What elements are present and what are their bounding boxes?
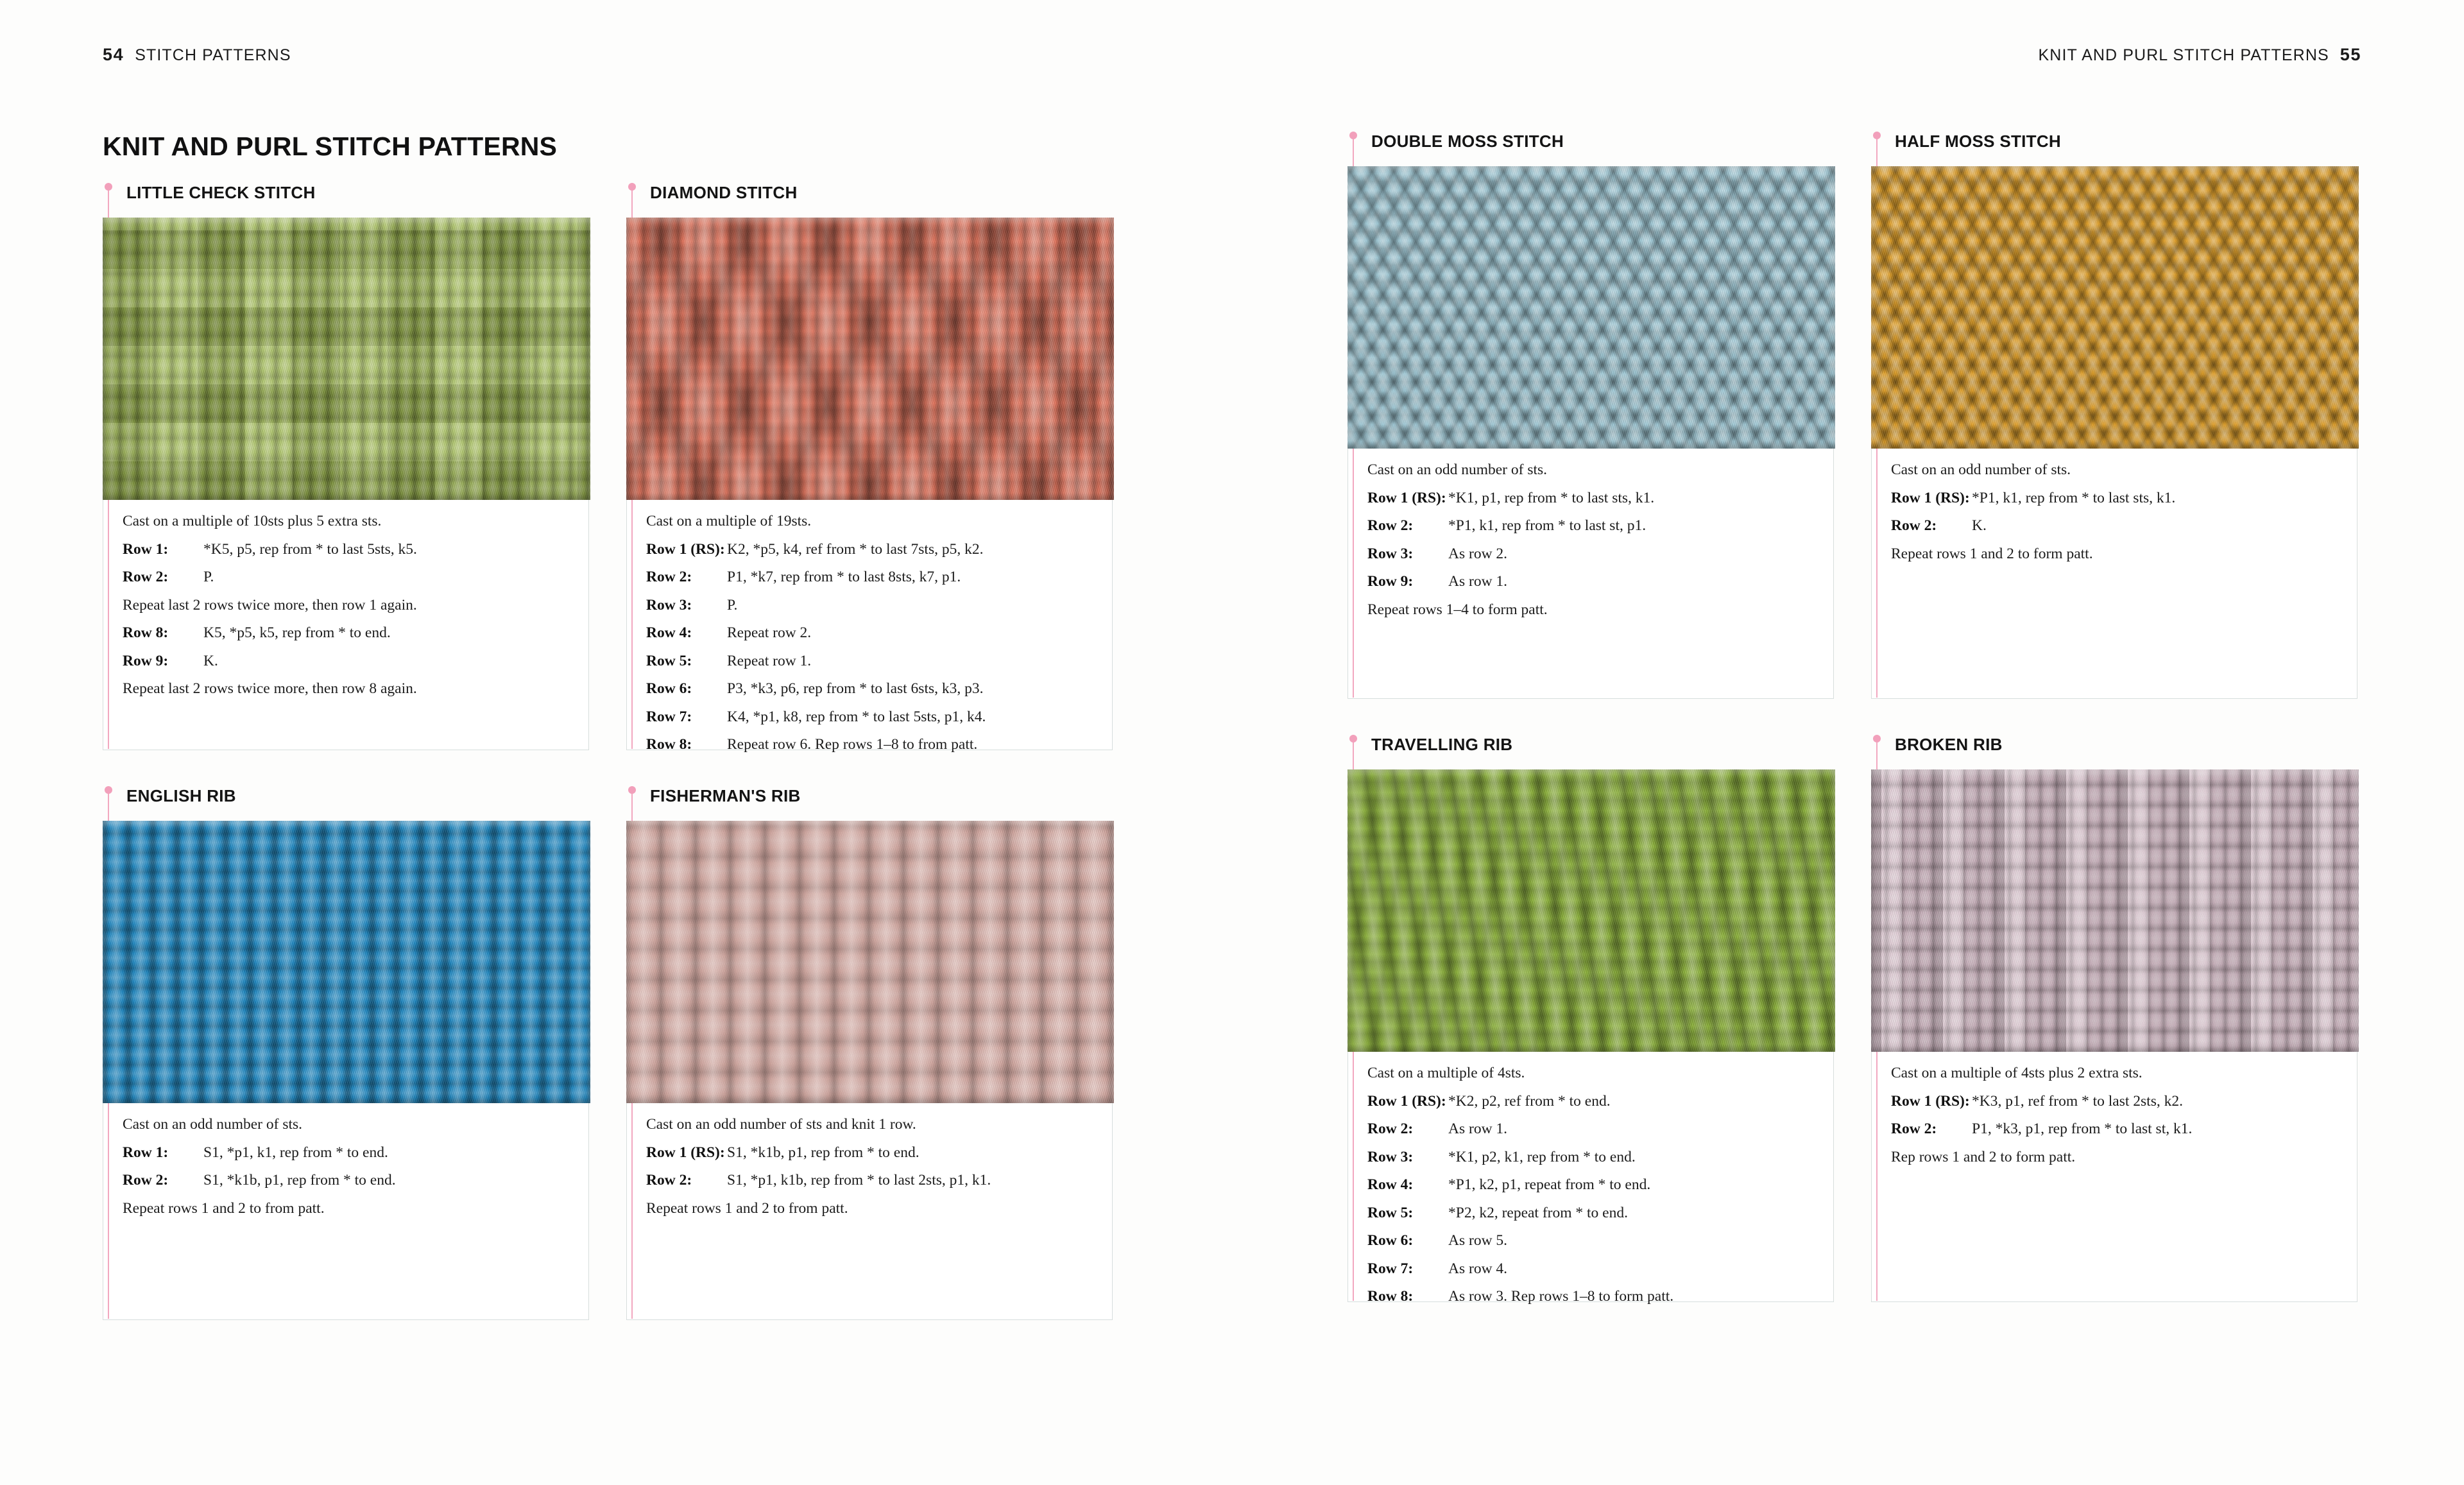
swatch-image (1871, 166, 2359, 449)
instruction-row (1367, 519, 1814, 534)
knit-texture (1871, 166, 2359, 449)
row-label: Row 4: (1367, 1176, 1414, 1193)
page-right (1232, 0, 2464, 1485)
instructions-box (1348, 1052, 1834, 1305)
row-text: S1, *p1, k1b, rep from * to last 2sts, p1, k1. (727, 1172, 991, 1189)
instruction-row (646, 626, 1093, 641)
pattern-card-half-moss-stitch (1871, 132, 2359, 699)
row-label: Row 2: (646, 569, 692, 585)
running-head-right (2039, 45, 2361, 65)
row-text: K5, *p5, k5, rep from * to end. (203, 624, 391, 641)
instruction-row (1367, 574, 1814, 590)
knit-texture (103, 821, 590, 1103)
knit-texture (1871, 769, 2359, 1052)
row-label: Row 1 (RS): (1367, 489, 1446, 506)
row-text: *P1, k1, rep from * to last sts, k1. (1972, 489, 2176, 506)
row-text: *P1, k2, p1, repeat from * to end. (1448, 1176, 1651, 1193)
swatch-image (1871, 769, 2359, 1052)
pattern-card-fishermans-rib (626, 786, 1114, 1320)
knit-texture (103, 218, 590, 500)
row-text: As row 3. Rep rows 1–8 to form patt. (1448, 1288, 1674, 1305)
running-head-left (103, 45, 291, 65)
instruction-note: Repeat last 2 rows twice more, then row 1 again. (123, 596, 417, 614)
row-text: P. (727, 596, 738, 614)
pattern-card-double-moss-stitch (1348, 132, 1835, 699)
card-header (1348, 735, 1835, 764)
row-text: Repeat row 1. (727, 652, 812, 669)
row-text: K. (1972, 517, 1987, 534)
instruction-row (646, 654, 1093, 669)
card-header (1871, 735, 2359, 764)
cast-on-text: Cast on a multiple of 19sts. (646, 513, 812, 529)
row-text: As row 5. (1448, 1232, 1508, 1249)
row-label: Row 1 (RS): (1891, 1092, 1970, 1110)
instruction-row (123, 542, 569, 558)
pattern-title: BROKEN RIB (1895, 735, 2003, 754)
cast-on-text: Cast on a multiple of 4sts plus 2 extra sts. (1891, 1065, 2143, 1081)
pattern-title: ENGLISH RIB (126, 786, 236, 805)
instruction-note: Repeat rows 1 and 2 to from patt. (646, 1199, 848, 1217)
folio-left: 54 (103, 45, 124, 64)
instructions-box (1871, 449, 2357, 699)
cast-on-text: Cast on an odd number of sts and knit 1 row. (646, 1116, 916, 1133)
section-title: KNIT AND PURL STITCH PATTERNS (103, 132, 558, 161)
instruction-row (1891, 519, 2338, 534)
swatch-image (626, 821, 1114, 1103)
card-header (1348, 132, 1835, 161)
instruction-note: Repeat rows 1 and 2 to from patt. (123, 1199, 325, 1217)
pattern-grid-left (103, 183, 1114, 1320)
row-label: Row 2: (1367, 517, 1414, 534)
row-label: Row 1 (RS): (646, 1144, 725, 1161)
card-header (626, 786, 1114, 816)
cast-on-text: Cast on an odd number of sts. (123, 1116, 303, 1133)
instruction-row (646, 1173, 1093, 1189)
instruction-note: Repeat rows 1 and 2 to form patt. (1891, 545, 2093, 562)
row-text: As row 2. (1448, 545, 1508, 562)
row-label: Row 9: (1367, 573, 1414, 590)
pattern-title: DIAMOND STITCH (650, 183, 798, 202)
pattern-title: LITTLE CHECK STITCH (126, 183, 316, 202)
row-label: Row 6: (646, 680, 692, 697)
row-text: *P1, k1, rep from * to last st, p1. (1448, 517, 1647, 534)
row-text: S1, *k1b, p1, rep from * to end. (727, 1144, 920, 1161)
swatch-image (1348, 166, 1835, 449)
instruction-row (646, 1146, 1093, 1161)
row-label: Row 1 (RS): (1367, 1092, 1446, 1110)
instruction-row (1367, 1289, 1814, 1305)
pattern-card-broken-rib (1871, 735, 2359, 1302)
cast-on-text: Cast on a multiple of 4sts. (1367, 1065, 1525, 1081)
row-text: *K1, p2, k1, rep from * to end. (1448, 1148, 1636, 1165)
row-label: Row 1: (123, 1144, 169, 1161)
pattern-title: FISHERMAN'S RIB (650, 786, 801, 805)
row-label: Row 3: (1367, 545, 1414, 562)
row-text: Repeat row 6. Rep rows 1–8 to from patt. (727, 736, 978, 753)
row-text: K4, *p1, k8, rep from * to last 5sts, p1, k4. (727, 708, 986, 725)
instruction-note: Rep rows 1 and 2 to form patt. (1891, 1148, 2076, 1165)
folio-right: 55 (2340, 45, 2361, 64)
instruction-row (1367, 547, 1814, 562)
row-text: As row 1. (1448, 1120, 1508, 1137)
row-label: Row 2: (1891, 517, 1937, 534)
row-text: *K3, p1, ref from * to last 2sts, k2. (1972, 1092, 2183, 1110)
instruction-row (123, 626, 569, 641)
instruction-row (646, 598, 1093, 614)
instruction-row (1367, 1178, 1814, 1193)
instructions-box (626, 1103, 1113, 1320)
row-text: S1, *k1b, p1, rep from * to end. (203, 1172, 396, 1189)
swatch-image (1348, 769, 1835, 1052)
cast-on-text: Cast on a multiple of 10sts plus 5 extra sts. (123, 513, 382, 529)
row-text: *K2, p2, ref from * to end. (1448, 1092, 1611, 1110)
instruction-row (123, 570, 569, 585)
row-text: P1, *k7, rep from * to last 8sts, k7, p1. (727, 569, 961, 585)
running-head-left-label: STITCH PATTERNS (135, 46, 291, 64)
pattern-card-diamond-stitch (626, 183, 1114, 753)
row-label: Row 5: (646, 652, 692, 669)
card-header (103, 183, 590, 212)
instructions-box (626, 500, 1113, 753)
instructions-box (103, 500, 589, 750)
row-text: P3, *k3, p6, rep from * to last 6sts, k3, p3. (727, 680, 984, 697)
knit-texture (626, 821, 1114, 1103)
instruction-row (1367, 1122, 1814, 1137)
row-label: Row 3: (1367, 1148, 1414, 1165)
swatch-image (626, 218, 1114, 500)
swatch-image (103, 821, 590, 1103)
row-label: Row 9: (123, 652, 169, 669)
knit-texture (1348, 166, 1835, 449)
pattern-grid-right (1348, 132, 2359, 1305)
row-text: *P2, k2, repeat from * to end. (1448, 1204, 1628, 1221)
instruction-row (1367, 1150, 1814, 1165)
pattern-title: DOUBLE MOSS STITCH (1371, 132, 1564, 151)
row-label: Row 2: (1367, 1120, 1414, 1137)
row-label: Row 2: (123, 1172, 169, 1189)
row-label: Row 8: (123, 624, 169, 641)
instruction-note: Repeat last 2 rows twice more, then row 8 again. (123, 680, 417, 697)
row-label: Row 8: (1367, 1288, 1414, 1305)
row-text: As row 1. (1448, 573, 1508, 590)
row-label: Row 2: (1891, 1120, 1937, 1137)
swatch-image (103, 218, 590, 500)
instruction-row (1367, 1206, 1814, 1221)
row-label: Row 1 (RS): (646, 540, 725, 558)
row-label: Row 3: (646, 596, 692, 614)
row-text: K. (203, 652, 218, 669)
row-label: Row 6: (1367, 1232, 1414, 1249)
instruction-row (1891, 1094, 2338, 1110)
instructions-box (103, 1103, 589, 1320)
instruction-row (646, 710, 1093, 725)
instruction-row (1367, 1094, 1814, 1110)
pattern-card-english-rib (103, 786, 590, 1320)
pattern-title: HALF MOSS STITCH (1895, 132, 2062, 151)
pattern-title: TRAVELLING RIB (1371, 735, 1513, 754)
cast-on-text: Cast on an odd number of sts. (1367, 461, 1548, 478)
row-text: P1, *k3, p1, rep from * to last st, k1. (1972, 1120, 2193, 1137)
instruction-row (646, 570, 1093, 585)
row-text: *K5, p5, rep from * to last 5sts, k5. (203, 540, 417, 558)
instruction-row (1367, 1233, 1814, 1249)
card-header (103, 786, 590, 816)
row-text: K2, *p5, k4, ref from * to last 7sts, p5, k2. (727, 540, 984, 558)
row-text: Repeat row 2. (727, 624, 812, 641)
row-label: Row 8: (646, 736, 692, 753)
instruction-row (1891, 1122, 2338, 1137)
instruction-note: Repeat rows 1–4 to form patt. (1367, 601, 1548, 618)
instruction-row (123, 1146, 569, 1161)
row-label: Row 1: (123, 540, 169, 558)
instructions-box (1871, 1052, 2357, 1302)
row-label: Row 4: (646, 624, 692, 641)
instruction-row (646, 542, 1093, 558)
instruction-row (123, 1173, 569, 1189)
knit-texture (626, 218, 1114, 500)
row-label: Row 2: (123, 569, 169, 585)
instruction-row (1367, 491, 1814, 506)
row-label: Row 5: (1367, 1204, 1414, 1221)
row-text: P. (203, 569, 214, 585)
row-label: Row 1 (RS): (1891, 489, 1970, 506)
instruction-row (646, 682, 1093, 697)
running-head-right-label: KNIT AND PURL STITCH PATTERNS (2038, 46, 2329, 64)
card-header (626, 183, 1114, 212)
row-text: As row 4. (1448, 1260, 1508, 1277)
instructions-box (1348, 449, 1834, 699)
row-label: Row 2: (646, 1172, 692, 1189)
knit-texture (1348, 769, 1835, 1052)
cast-on-text: Cast on an odd number of sts. (1891, 461, 2071, 478)
row-label: Row 7: (1367, 1260, 1414, 1277)
pattern-card-little-check-stitch (103, 183, 590, 750)
instruction-row (1367, 1262, 1814, 1277)
row-label: Row 7: (646, 708, 692, 725)
instruction-row (123, 654, 569, 669)
instruction-row (1891, 491, 2338, 506)
card-header (1871, 132, 2359, 161)
row-text: *K1, p1, rep from * to last sts, k1. (1448, 489, 1655, 506)
row-text: S1, *p1, k1, rep from * to end. (203, 1144, 388, 1161)
pattern-card-travelling-rib (1348, 735, 1835, 1305)
instruction-row (646, 737, 1093, 753)
